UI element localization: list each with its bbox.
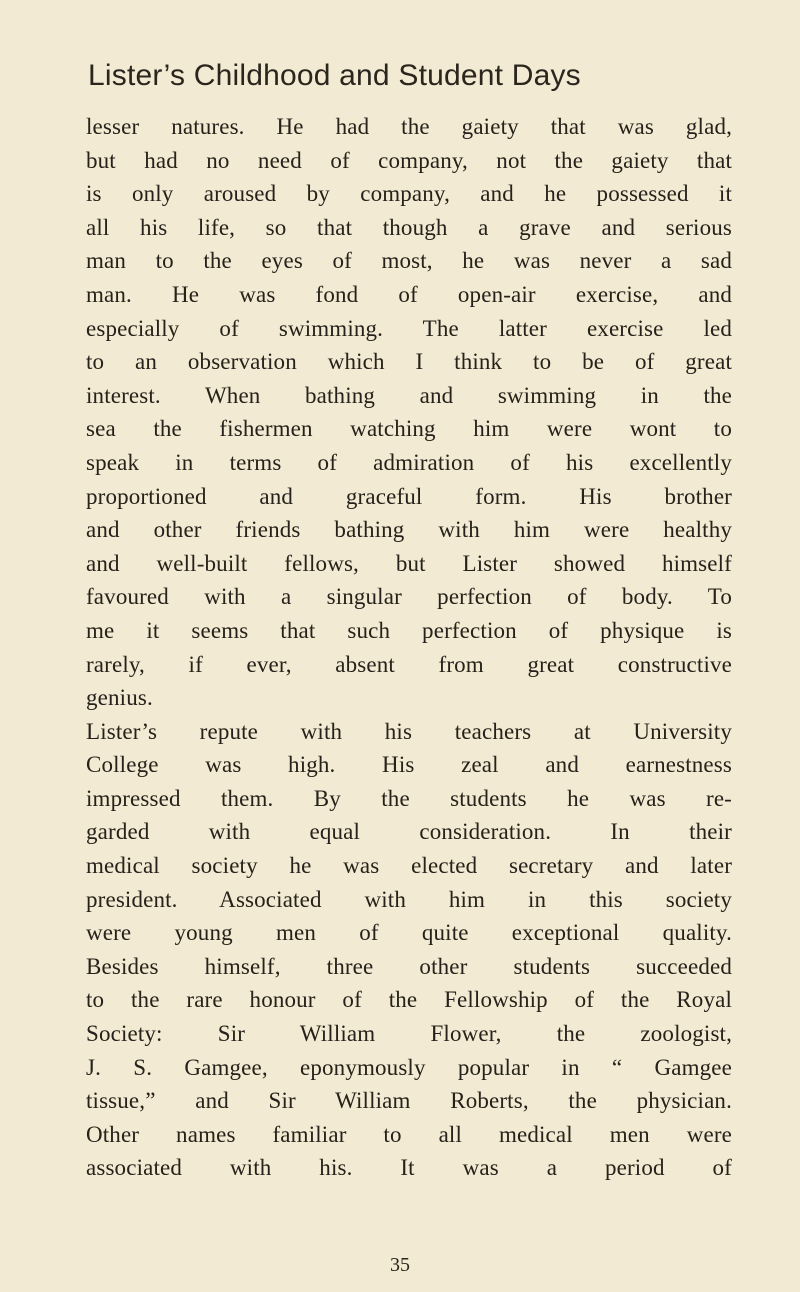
text-line: man to the eyes of most, he was never a sad [86, 248, 732, 274]
text-line: but had no need of company, not the gaiety that [86, 147, 732, 173]
text-line: genius. [86, 685, 153, 711]
text-line: speak in terms of admiration of his excellently [86, 449, 732, 475]
text-line: favoured with a singular perfection of body. To [86, 584, 732, 610]
text-line: garded with equal consideration. In their [86, 819, 732, 845]
text-line: medical society he was elected secretary and later [86, 853, 732, 879]
text-line: interest. When bathing and swimming in the [86, 382, 732, 408]
text-line: to the rare honour of the Fellowship of the Royal [86, 987, 732, 1013]
page-number: 35 [390, 1254, 410, 1276]
text-line: all his life, so that though a grave and serious [86, 214, 732, 240]
text-line: impressed them. By the students he was re- [86, 785, 732, 811]
body-text [86, 110, 732, 1185]
text-line: me it seems that such perfection of physique is [86, 617, 732, 643]
text-line: tissue,” and Sir William Roberts, the physician. [86, 1088, 732, 1114]
text-line: College was high. His zeal and earnestness [86, 752, 732, 778]
text-line: and other friends bathing with him were healthy [86, 517, 732, 543]
text-line: J. S. Gamgee, eponymously popular in “ Gamgee [86, 1054, 732, 1080]
text-line: Other names familiar to all medical men were [86, 1121, 732, 1147]
text-line: Society: Sir William Flower, the zoologist, [86, 1021, 732, 1047]
text-line: to an observation which I think to be of great [86, 349, 732, 375]
text-line: Besides himself, three other students succeeded [86, 953, 732, 979]
text-line: rarely, if ever, absent from great constructive [86, 651, 732, 677]
text-line: associated with his. It was a period of [86, 1155, 732, 1181]
text-line: Lister’s repute with his teachers at University [86, 718, 732, 744]
text-line: is only aroused by company, and he possessed it [86, 181, 732, 207]
text-line: president. Associated with him in this society [86, 886, 732, 912]
text-line: proportioned and graceful form. His brother [86, 483, 732, 509]
text-line: sea the fishermen watching him were wont to [86, 416, 732, 442]
text-line: were young men of quite exceptional quality. [86, 920, 732, 946]
text-line: lesser natures. He had the gaiety that was glad, [86, 114, 732, 139]
running-head: Lister’s Childhood and Student Days [88, 59, 581, 92]
text-line: and well-built fellows, but Lister showed himself [86, 550, 732, 576]
text-line: especially of swimming. The latter exercise led [86, 315, 732, 341]
text-line: man. He was fond of open-air exercise, and [86, 281, 732, 307]
